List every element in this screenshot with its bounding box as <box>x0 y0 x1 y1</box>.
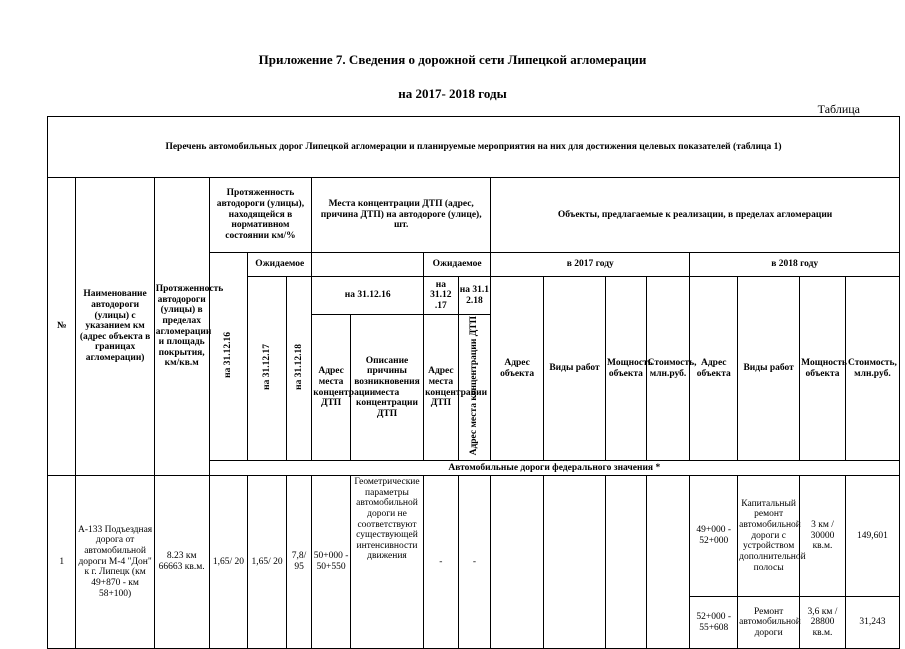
col-length: Протяженность автодороги (улицы) в пределах агломерации и площадь покрытия, км/кв.м <box>154 178 209 476</box>
dtp-date-2017: на 31.12 .17 <box>424 277 459 315</box>
row1-obj-address-2018-b: 52+000 - 55+608 <box>690 597 738 649</box>
row1-obj-power-2017 <box>606 476 647 649</box>
row1-obj-cost-2017 <box>646 476 690 649</box>
document-subtitle: на 2017- 2018 годы <box>398 86 507 101</box>
dtp-description-2016: Описание причины возникновения места концентрации ДТП <box>350 315 423 461</box>
col-objects: Объекты, предлагаемые к реализации, в пределах агломерации <box>491 178 900 253</box>
row1-road-name: А-133 Подъездная дорога от автомобильной дороги М-4 "Дон" к г. Липецк (км 49+870 - км 58+100) <box>76 476 154 649</box>
row1-obj-power-2018-a: 3 км / 30000 кв.м. <box>800 476 846 597</box>
row1-obj-address-2018-a: 49+000 - 52+000 <box>690 476 738 597</box>
table-label: Таблица <box>817 102 860 116</box>
obj-power-2018: Мощность объекта <box>800 277 846 461</box>
year-2018-header: в 2018 году <box>690 253 900 277</box>
col-normative: Протяженность автодороги (улицы), находящейся в нормативном состоянии км/% <box>209 178 312 253</box>
row1-normative-2017: 1,65/ 20 <box>248 476 287 649</box>
col-number: № <box>48 178 76 476</box>
obj-works-2018: Виды работ <box>738 277 800 461</box>
col-dtp: Места концентрации ДТП (адрес, причина ДТП) на автодороге (улице), шт. <box>312 178 491 253</box>
row1-obj-cost-2018-b: 31,243 <box>845 597 899 649</box>
dtp-address-2016: Адрес места концентрации ДТП <box>312 315 351 461</box>
row1-obj-cost-2018-a: 149,601 <box>845 476 899 597</box>
header-row-1 <box>48 178 900 253</box>
row1-obj-works-2017 <box>544 476 606 649</box>
row1-dtp-address: 50+000 - 50+550 <box>312 476 351 649</box>
row1-number: 1 <box>48 476 76 649</box>
obj-works-2017: Виды работ <box>544 277 606 461</box>
normative-expected: Ожидаемое <box>248 253 312 277</box>
row1-normative-2018: 7,8/ 95 <box>286 476 311 649</box>
row1-length: 8.23 км 66663 кв.м. <box>154 476 209 649</box>
normative-2017: на 31.12.17 <box>248 277 287 461</box>
obj-address-2018: Адрес объекта <box>690 277 738 461</box>
row1-dtp-2018: - <box>458 476 491 649</box>
section-federal: Автомобильные дороги федерального значения * <box>209 461 899 476</box>
dtp-expected: Ожидаемое <box>424 253 491 277</box>
table-main-header-row <box>48 117 900 178</box>
table-main-header: Перечень автомобильных дорог Липецкой агломерации и планируемые мероприятия на них для достижения целевых показателей (таблица 1) <box>48 117 900 178</box>
year-2017-header: в 2017 году <box>491 253 690 277</box>
row1-obj-power-2018-b: 3,6 км / 28800 кв.м. <box>800 597 846 649</box>
document-title: Приложение 7. Сведения о дорожной сети Липецкой агломерации <box>258 52 647 67</box>
row1-obj-works-2018-a: Капитальный ремонт автомобильной дороги с устройством дополнительной полосы <box>738 476 800 597</box>
road-network-table <box>47 116 900 649</box>
obj-address-2017: Адрес объекта <box>491 277 544 461</box>
row1-obj-address-2017 <box>491 476 544 649</box>
dtp-date-2016: на 31.12.16 <box>312 277 424 315</box>
row1-obj-works-2018-b: Ремонт автомобильной дороги <box>738 597 800 649</box>
dtp-blank-header <box>312 253 424 277</box>
row1-dtp-description: Геометрические параметры автомобильной дороги не соответствуют существующей интенсивности движения <box>350 476 423 649</box>
col-road-name: Наименование автодороги (улицы) с указанием км (адрес объекта в границах агломерации) <box>76 178 154 476</box>
dtp-date-2018: на 31.1 2.18 <box>458 277 491 315</box>
obj-cost-2018: Стоимость, млн.руб. <box>845 277 899 461</box>
normative-2018: на 31.12.18 <box>286 277 311 461</box>
normative-2016: на 31.12.16 <box>209 253 248 461</box>
dtp-address-2018: Адрес места концентрации ДТП <box>458 315 491 461</box>
dtp-address-2017: Адрес места концентрации ДТП <box>424 315 459 461</box>
table-row <box>48 476 900 597</box>
row1-normative-2016: 1,65/ 20 <box>209 476 248 649</box>
obj-power-2017: Мощность объекта <box>606 277 647 461</box>
row1-dtp-2017: - <box>424 476 459 649</box>
obj-cost-2017: Стоимость, млн.руб. <box>646 277 690 461</box>
